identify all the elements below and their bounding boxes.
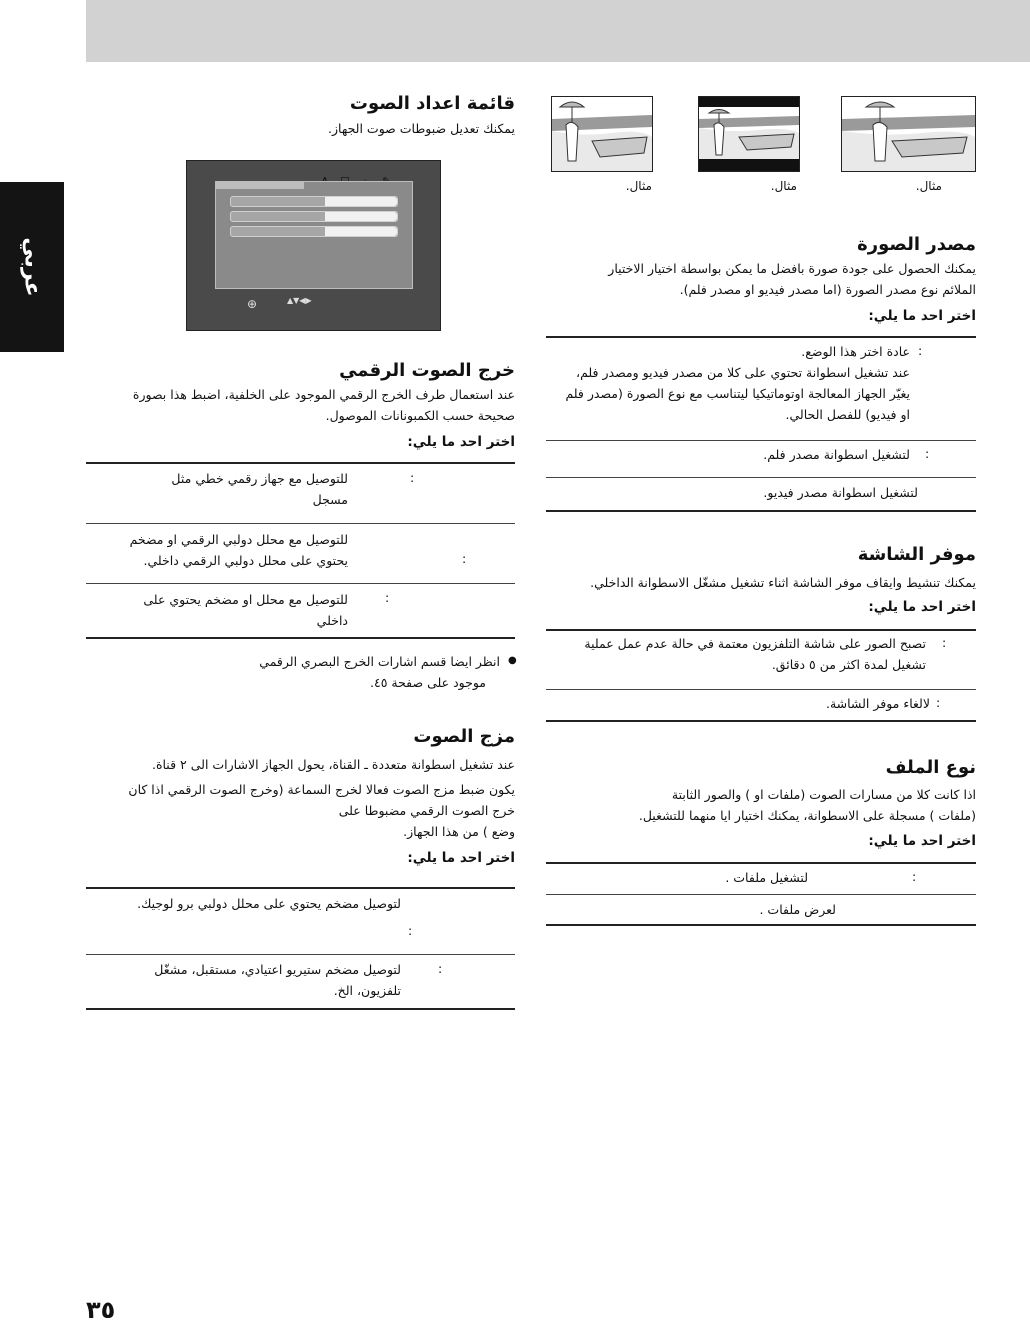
audio-menu-section: [300, 93, 515, 139]
header-bar: [86, 0, 1030, 62]
digital-out-section: [86, 360, 515, 452]
divider: [546, 477, 976, 478]
colon: :: [410, 470, 415, 485]
audio-menu-screen: [186, 160, 441, 331]
downmix-para2: يكون ضبط مزج الصوت فعالا لخرج السماعة (وخرج الصوت الرقمي اذا كان: [128, 782, 515, 797]
example-image-letterbox: [698, 96, 800, 172]
file-type-para1: اذا كانت كلا من مسارات الصوت (ملفات او ) والصور الثابتة: [671, 787, 976, 802]
screen-saver-para1: يمكنك تنشيط وايقاف موفر الشاشة اثناء تشغيل مشغّل الاسطوانة الداخلي.: [590, 575, 976, 590]
divider: [86, 887, 515, 889]
divider: [546, 894, 976, 895]
downmix-section: [86, 726, 515, 868]
menu-row-2: [230, 211, 398, 222]
example-caption-3: مثال.: [915, 179, 942, 193]
file-type-row-1: لتشغيل ملفات .: [725, 870, 808, 885]
example-caption-1: مثال.: [625, 179, 652, 193]
example-image-wide: [841, 96, 976, 172]
digital-out-para2: صحيحة حسب الكمبونانات الموصول.: [325, 408, 515, 423]
example-image-4-3: [551, 96, 653, 172]
enter-icon: ⊕: [247, 297, 258, 311]
menu-row-3: [230, 226, 398, 237]
divider: [546, 924, 976, 926]
digital-out-row-1: للتوصيل مع جهاز رقمي خطي مثل مسجل: [171, 471, 348, 507]
divider: [546, 440, 976, 441]
divider: [86, 583, 515, 584]
divider: [86, 462, 515, 464]
digital-out-choose: اختر احد ما يلي:: [407, 434, 515, 450]
downmix-para1: عند تشغيل اسطوانة متعددة ـ القناة، يحول الجهاز الاشارات الى ٢ قناة.: [151, 757, 515, 772]
downmix-row-1: لتوصيل مضخم يحتوي على محلل دولبي برو لوجيك.: [137, 896, 401, 911]
picture-source-auto: عادة اختر هذا الوضع. عند تشغيل اسطوانة تحتوي على كلا من مصدر فيديو ومصدر فلم، يغيّر الجهاز المعالجة اوتوماتيكيا ليتناسب مع نوع الصورة (مصدر فلم او فيديو) للفصل الحالي.: [565, 344, 910, 422]
divider: [546, 862, 976, 864]
file-type-para2: (ملفات ) مسجلة على الاسطوانة، يمكنك اختيار ايا منهما للتشغيل.: [638, 808, 976, 823]
language-side-tab: [0, 182, 64, 352]
colon: :: [438, 961, 443, 976]
side-tab-label: عربي: [19, 237, 45, 297]
digital-out-row-2: للتوصيل مع محلل دولبي الرقمي او مضخم يحتوي على محلل دولبي الرقمي داخلي.: [129, 532, 348, 568]
audio-menu-intro: يمكنك تعديل ضبوطات صوت الجهاز.: [328, 121, 515, 136]
screen-saver-off: لالغاء موفر الشاشة.: [825, 696, 930, 711]
divider: [86, 637, 515, 639]
bullet-icon: ●: [508, 655, 517, 666]
divider: [546, 510, 976, 512]
screen-saver-title: موفر الشاشة: [857, 544, 976, 565]
downmix-row-2: لتوصيل مضخم ستيريو اعتيادي، مستقبل، مشغّل تلفزيون، الخ.: [154, 962, 401, 998]
colon: :: [925, 446, 930, 461]
picture-source-para1: يمكنك الحصول على جودة صورة بافضل ما يمكن بواسطة اختيار الاختيار: [608, 261, 976, 276]
file-type-row-2: لعرض ملفات .: [759, 902, 836, 917]
picture-source-section: [546, 234, 976, 326]
divider: [546, 689, 976, 690]
menu-panel: [215, 181, 413, 289]
example-caption-2: مثال.: [770, 179, 797, 193]
colon: :: [918, 343, 923, 358]
picture-source-video: لتشغيل اسطوانة مصدر فيديو.: [763, 485, 918, 500]
file-type-choose: اختر احد ما يلي:: [868, 833, 976, 849]
picture-source-choose: اختر احد ما يلي:: [868, 308, 976, 324]
colon: :: [942, 635, 947, 650]
screen-saver-on: تصبح الصور على شاشة التلفزيون معتمة في حالة عدم عمل عملية تشغيل لمدة اكثر من ٥ دقائق.: [584, 636, 926, 672]
digital-out-note: انظر ايضا قسم اشارات الخرج البصري الرقمي موجود على صفحة ٤٥.: [259, 654, 500, 690]
page-number: ٣٥: [86, 1296, 116, 1324]
file-type-section: [546, 757, 976, 851]
arrow-keys-icon: ▲▼◀▶: [287, 296, 312, 305]
downmix-title: مزج الصوت: [413, 726, 515, 747]
colon: :: [408, 923, 413, 938]
divider: [86, 1008, 515, 1010]
screen-saver-choose: اختر احد ما يلي:: [868, 599, 976, 615]
divider: [546, 629, 976, 631]
colon: :: [936, 695, 941, 710]
downmix-choose: اختر احد ما يلي:: [407, 850, 515, 866]
colon: :: [462, 551, 467, 566]
picture-source-para2: الملائم نوع مصدر الصورة (اما مصدر فيديو او مصدر فلم).: [679, 282, 976, 297]
divider: [86, 523, 515, 524]
digital-out-para1: عند استعمال طرف الخرج الرقمي الموجود على الخلفية، اضبط هذا بصورة: [132, 387, 515, 402]
divider: [86, 954, 515, 955]
divider: [546, 336, 976, 338]
screen-saver-section: [546, 544, 976, 617]
audio-menu-title: قائمة اعداد الصوت: [349, 93, 515, 114]
downmix-para4: وضع ) من هذا الجهاز.: [403, 824, 515, 839]
picture-source-title: مصدر الصورة: [857, 234, 976, 255]
menu-row-1: [230, 196, 398, 207]
downmix-para3: خرج الصوت الرقمي مضبوطا على: [338, 803, 515, 818]
divider: [546, 720, 976, 722]
file-type-title: نوع الملف: [885, 757, 976, 778]
colon: :: [912, 869, 917, 884]
digital-out-title: خرج الصوت الرقمي: [339, 360, 515, 381]
digital-out-row-3: للتوصيل مع محلل او مضخم يحتوي على داخلي: [143, 592, 348, 628]
menu-tab-bar: [216, 182, 304, 189]
colon: :: [385, 590, 390, 605]
picture-source-film: لتشغيل اسطوانة مصدر فلم.: [763, 447, 910, 462]
